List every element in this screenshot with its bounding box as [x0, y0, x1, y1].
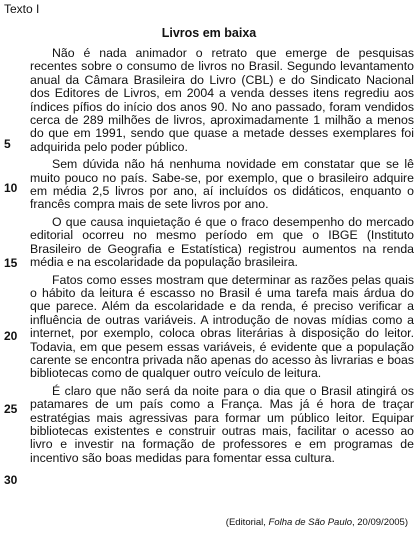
source-suffix: , 20/09/2005): [352, 517, 408, 528]
line-number: 15: [4, 256, 18, 270]
line-number: 30: [4, 473, 18, 487]
paragraph: É claro que não será da noite para o dia que o Brasil atingirá os patamares de um país como a França. Mas já é hora de traçar estratégias mais agressivas para formar um público leitor. Equipar bibliotecas existentes e construir outras mais, facilitar o acesso ao livro e investir na formação de professores e em programas de incentivo são boas medidas para fomentar essa cultura.: [30, 383, 414, 465]
source-citation: [226, 517, 408, 528]
article-title: Livros em baixa: [161, 26, 257, 40]
text-label: Texto I: [4, 2, 40, 16]
paragraph: Sem dúvida não há nenhuma novidade em constatar que se lê muito pouco no país. Sabe-se, por exemplo, que o brasileiro adquire em média 2,5 livros por ano, aí incluídos os didáticos, enquanto o francês compra mais de sete livros por ano.: [30, 157, 414, 212]
source-publication: Folha de São Paulo: [268, 517, 352, 528]
line-number: 20: [4, 329, 18, 343]
line-number: 25: [4, 402, 18, 416]
source-prefix: (Editorial,: [225, 517, 269, 528]
paragraph: O que causa inquietação é que o fraco desempenho do mercado editorial ocorreu no mesmo período em que o IBGE (Instituto Brasileiro de Geografia e Estatística) registrou aumentos na renda média e na escolaridade da população brasileira.: [30, 214, 414, 270]
line-number: 10: [4, 181, 18, 195]
line-number: 5: [4, 137, 11, 151]
article-body: [30, 47, 414, 469]
paragraph: Fatos como esses mostram que determinar as razões pelas quais o hábito da leitura é escasso no Brasil é uma tarefa mais árdua do que parece. Além da escolaridade e da renda, é preciso verificar a influência de outras variáveis. A introdução de novas mídias como a internet, por exemplo, coloca obras literárias à disposição do leitor. Todavia, em que pesem essas variáveis, é evidente que a população carente se encontra privada não apenas do acesso às livrarias e boas bibliotecas como de qualquer outro veículo de leitura.: [30, 272, 414, 381]
paragraph: Não é nada animador o retrato que emerge de pesquisas recentes sobre o consumo de livros no Brasil. Segundo levantamento anual da Câmara Brasileira do Livro (CBL) e do Sindicato Nacional dos Editores de Livros, em 2004 a venda desses itens regrediu aos índices pífios do início dos anos 90. No ano passado, foram vendidos cerca de 289 milhões de livros, aproximadamente 1 milhão a menos do que em 1991, sendo que quase a metade desses exemplares foi adquirida pelo poder público.: [30, 46, 414, 154]
